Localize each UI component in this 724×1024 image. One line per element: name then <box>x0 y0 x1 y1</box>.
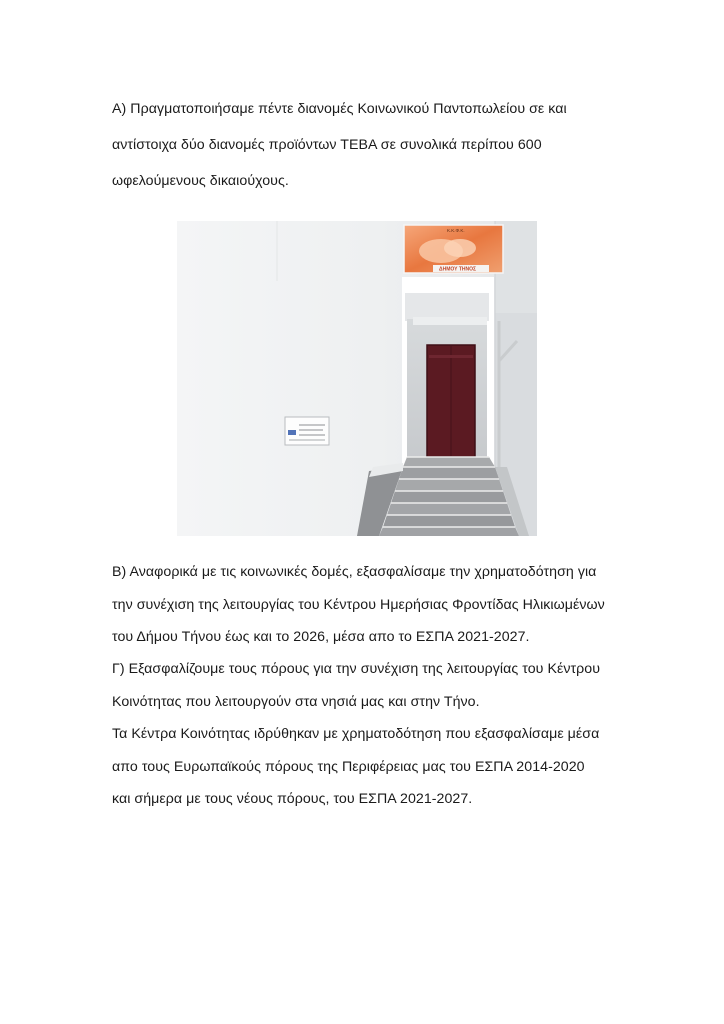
section-c-line-1: Γ) Εξασφαλίζουμε τους πόρους για την συνέχιση της λειτουργίας του Κέντρου <box>112 661 601 677</box>
section-b-line-1: Β) Αναφορικά με τις κοινωνικές δομές, εξασφαλίσαμε την χρηματοδότηση για <box>112 564 597 580</box>
section-a-line-1: Α) Πραγματοποιήσαμε πέντε διανομές Κοινωνικού Παντοπωλείου σε και <box>112 101 567 117</box>
section-d-line-3: και σήμερα με τους νέους πόρους, του ΕΣΠΑ 2021-2027. <box>112 791 473 807</box>
section-a-line-3: ωφελούμενους δικαιούχους. <box>112 173 289 189</box>
building-entrance-photo <box>177 221 537 536</box>
section-d-line-1: Τα Κέντρα Κοινότητας ιδρύθηκαν με χρηματοδότηση που εξασφαλίσαμε μέσα <box>112 726 600 742</box>
sign-top-text: Κ.Κ.Φ.Κ. <box>447 228 465 233</box>
section-d-line-2: απο τους Ευρωπαϊκούς πόρους της Περιφέρειας μας του ΕΣΠΑ 2014-2020 <box>112 759 585 775</box>
section-c-line-2: Κοινότητας που λειτουργούν στα νησιά μας και στην Τήνο. <box>112 694 480 710</box>
section-b-line-2: την συνέχιση της λειτουργίας του Κέντρου Ημερήσιας Φροντίδας Ηλικιωμένων <box>112 597 605 613</box>
section-b-line-3: του Δήμου Τήνου έως και το 2026, μέσα απο το ΕΣΠΑ 2021-2027. <box>112 629 530 645</box>
section-a-line-2: αντίστοιχα δύο διανομές προϊόντων ΤΕΒΑ σε συνολικά περίπου 600 <box>112 137 542 153</box>
sign-bottom-text: ΔΗΜΟΥ ΤΗΝΟΣ <box>439 266 477 273</box>
